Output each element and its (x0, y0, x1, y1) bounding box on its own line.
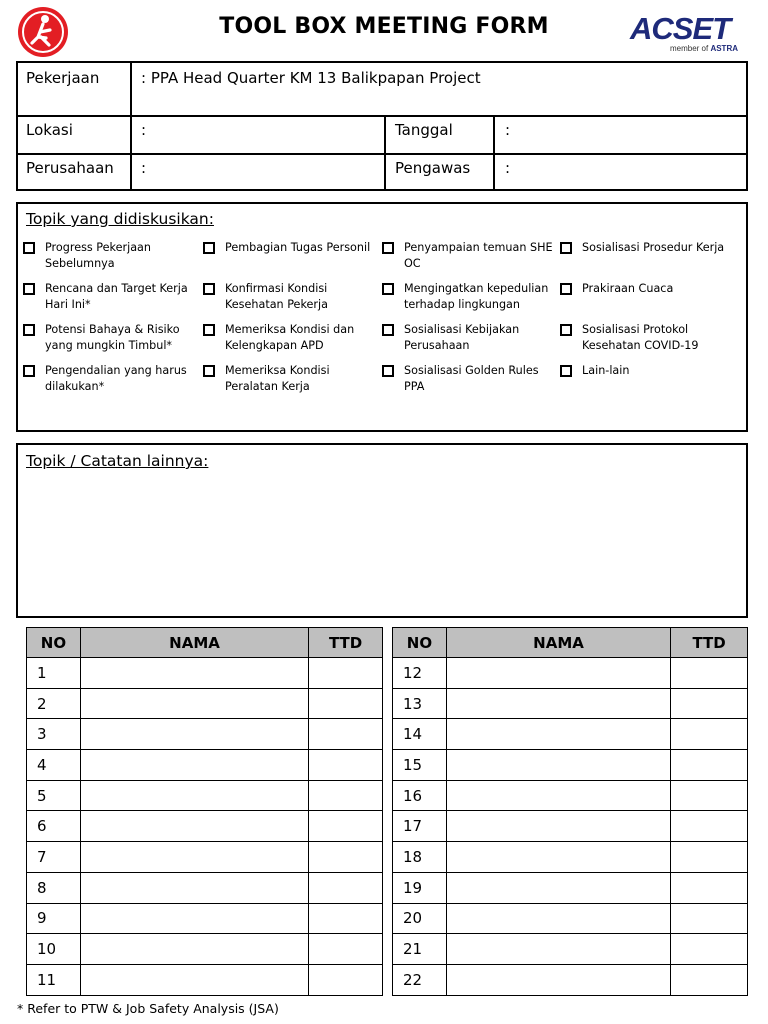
topic-label: Potensi Bahaya & Risiko yang mungkin Timbul* (45, 323, 180, 352)
table-row (393, 842, 748, 873)
row-number: 19 (393, 872, 447, 903)
ttd-cell[interactable] (671, 750, 748, 781)
nama-cell[interactable] (80, 658, 308, 689)
topic-label: Lain-lain (582, 364, 630, 377)
topic-label: Memeriksa Kondisi Peralatan Kerja (225, 364, 330, 393)
nama-cell[interactable] (80, 750, 308, 781)
ttd-cell[interactable] (309, 719, 383, 750)
topic-checkbox[interactable] (382, 283, 394, 295)
ttd-cell[interactable] (309, 964, 383, 995)
ttd-cell[interactable] (309, 934, 383, 965)
row-number: 14 (393, 719, 447, 750)
nama-cell[interactable] (446, 872, 670, 903)
ttd-cell[interactable] (309, 750, 383, 781)
header-no: NO (393, 628, 447, 658)
table-row (27, 750, 383, 781)
table-row (27, 811, 383, 842)
ttd-cell[interactable] (671, 872, 748, 903)
row-number: 21 (393, 934, 447, 965)
nama-cell[interactable] (80, 811, 308, 842)
topic-checkbox[interactable] (203, 242, 215, 254)
nama-cell[interactable] (80, 842, 308, 873)
topics-heading: Topik yang didiskusikan: (26, 210, 214, 228)
topic-checkbox[interactable] (23, 242, 35, 254)
row-number: 13 (393, 688, 447, 719)
ttd-cell[interactable] (309, 903, 383, 934)
brand-member-text: member of ASTRA (669, 44, 738, 53)
header-ttd: TTD (309, 628, 383, 658)
table-row (393, 934, 748, 965)
row-number: 1 (27, 658, 81, 689)
notes-box[interactable] (16, 443, 748, 618)
table-row (393, 811, 748, 842)
topic-label: Penyampaian temuan SHE OC (404, 241, 553, 270)
pekerjaan-value[interactable]: : PPA Head Quarter KM 13 Balikpapan Project (141, 69, 481, 87)
topics-box (16, 202, 748, 432)
nama-cell[interactable] (80, 903, 308, 934)
topic-label: Sosialisasi Prosedur Kerja (582, 241, 725, 254)
topic-label: Sosialisasi Kebijakan Perusahaan (404, 323, 520, 352)
table-row (27, 780, 383, 811)
tanggal-label: Tanggal (395, 121, 453, 139)
topic-label: Sosialisasi Protokol Kesehatan COVID-19 (582, 323, 699, 352)
table-row (27, 842, 383, 873)
ttd-cell[interactable] (309, 872, 383, 903)
topic-checkbox[interactable] (560, 324, 572, 336)
table-row (393, 964, 748, 995)
row-number: 2 (27, 688, 81, 719)
row-number: 22 (393, 964, 447, 995)
ttd-cell[interactable] (309, 658, 383, 689)
ttd-cell[interactable] (671, 842, 748, 873)
row-number: 5 (27, 780, 81, 811)
table-row (27, 688, 383, 719)
topic-label: Pembagian Tugas Personil (225, 241, 371, 254)
nama-cell[interactable] (80, 964, 308, 995)
table-row (27, 964, 383, 995)
header-nama: NAMA (446, 628, 670, 658)
topic-label: Pengendalian yang harus dilakukan* (45, 364, 187, 393)
topic-label: Mengingatkan kepedulian terhadap lingkungan (404, 282, 549, 311)
topic-checkbox[interactable] (23, 324, 35, 336)
table-row (393, 872, 748, 903)
ttd-cell[interactable] (671, 811, 748, 842)
attendance-table-right (392, 627, 748, 996)
row-number: 6 (27, 811, 81, 842)
topic-checkbox[interactable] (382, 242, 394, 254)
nama-cell[interactable] (446, 811, 670, 842)
table-row (27, 872, 383, 903)
row-number: 18 (393, 842, 447, 873)
header-ttd: TTD (671, 628, 748, 658)
nama-cell[interactable] (80, 780, 308, 811)
row-number: 12 (393, 658, 447, 689)
table-row (393, 903, 748, 934)
topic-label: Memeriksa Kondisi dan Kelengkapan APD (225, 323, 355, 352)
table-row (393, 719, 748, 750)
nama-cell[interactable] (80, 688, 308, 719)
nama-cell[interactable] (446, 903, 670, 934)
nama-cell[interactable] (446, 780, 670, 811)
pengawas-value[interactable]: : (505, 159, 511, 177)
topic-label: Sosialisasi Golden Rules PPA (404, 364, 539, 393)
nama-cell[interactable] (446, 719, 670, 750)
topic-checkbox[interactable] (23, 365, 35, 377)
row-number: 4 (27, 750, 81, 781)
perusahaan-value[interactable]: : (141, 159, 147, 177)
topic-checkbox[interactable] (560, 242, 572, 254)
nama-cell[interactable] (446, 964, 670, 995)
topic-checkbox[interactable] (382, 324, 394, 336)
ttd-cell[interactable] (309, 780, 383, 811)
notes-heading: Topik / Catatan lainnya: (26, 452, 209, 470)
table-row (27, 719, 383, 750)
row-number: 9 (27, 903, 81, 934)
header-nama: NAMA (80, 628, 308, 658)
row-number: 17 (393, 811, 447, 842)
topic-checkbox[interactable] (382, 365, 394, 377)
table-row (27, 903, 383, 934)
perusahaan-label: Perusahaan (26, 159, 114, 177)
topic-label: Konfirmasi Kondisi Kesehatan Pekerja (225, 282, 328, 311)
topic-label: Prakiraan Cuaca (582, 282, 674, 295)
lokasi-label: Lokasi (26, 121, 73, 139)
row-number: 10 (27, 934, 81, 965)
pekerjaan-label: Pekerjaan (26, 69, 100, 87)
ttd-cell[interactable] (671, 688, 748, 719)
tanggal-value[interactable]: : (505, 121, 511, 139)
nama-cell[interactable] (446, 842, 670, 873)
topic-label: Rencana dan Target Kerja Hari Ini* (45, 282, 188, 311)
pengawas-label: Pengawas (395, 159, 471, 177)
table-row (393, 688, 748, 719)
row-number: 11 (27, 964, 81, 995)
ttd-cell[interactable] (309, 688, 383, 719)
topic-checkbox[interactable] (203, 283, 215, 295)
ttd-cell[interactable] (671, 903, 748, 934)
table-row (393, 658, 748, 689)
header-no: NO (27, 628, 81, 658)
ttd-cell[interactable] (309, 811, 383, 842)
nama-cell[interactable] (446, 750, 670, 781)
table-row (27, 658, 383, 689)
topic-checkbox[interactable] (203, 365, 215, 377)
form-title: TOOL BOX MEETING FORM (219, 14, 549, 39)
ttd-cell[interactable] (671, 780, 748, 811)
brand-name: ACSET (630, 11, 731, 46)
topic-checkbox[interactable] (560, 283, 572, 295)
topic-label: Progress Pekerjaan Sebelumnya (45, 241, 152, 270)
row-number: 3 (27, 719, 81, 750)
ttd-cell[interactable] (671, 658, 748, 689)
row-number: 7 (27, 842, 81, 873)
nama-cell[interactable] (446, 658, 670, 689)
ttd-cell[interactable] (671, 719, 748, 750)
topic-checkbox[interactable] (203, 324, 215, 336)
acset-logo (630, 11, 742, 54)
table-row (393, 780, 748, 811)
attendance-table-left (26, 627, 383, 996)
nama-cell[interactable] (446, 688, 670, 719)
nama-cell[interactable] (80, 719, 308, 750)
row-number: 16 (393, 780, 447, 811)
row-number: 8 (27, 872, 81, 903)
ttd-cell[interactable] (671, 934, 748, 965)
table-row (393, 750, 748, 781)
topic-checkbox[interactable] (560, 365, 572, 377)
nama-cell[interactable] (446, 934, 670, 965)
nama-cell[interactable] (80, 934, 308, 965)
row-number: 15 (393, 750, 447, 781)
footnote: * Refer to PTW & Job Safety Analysis (JSA) (17, 1001, 279, 1016)
ttd-cell[interactable] (309, 842, 383, 873)
row-number: 20 (393, 903, 447, 934)
topic-checkbox[interactable] (23, 283, 35, 295)
nama-cell[interactable] (80, 872, 308, 903)
table-row (27, 934, 383, 965)
ttd-cell[interactable] (671, 964, 748, 995)
lokasi-value[interactable]: : (141, 121, 147, 139)
project-info-table (16, 61, 748, 191)
